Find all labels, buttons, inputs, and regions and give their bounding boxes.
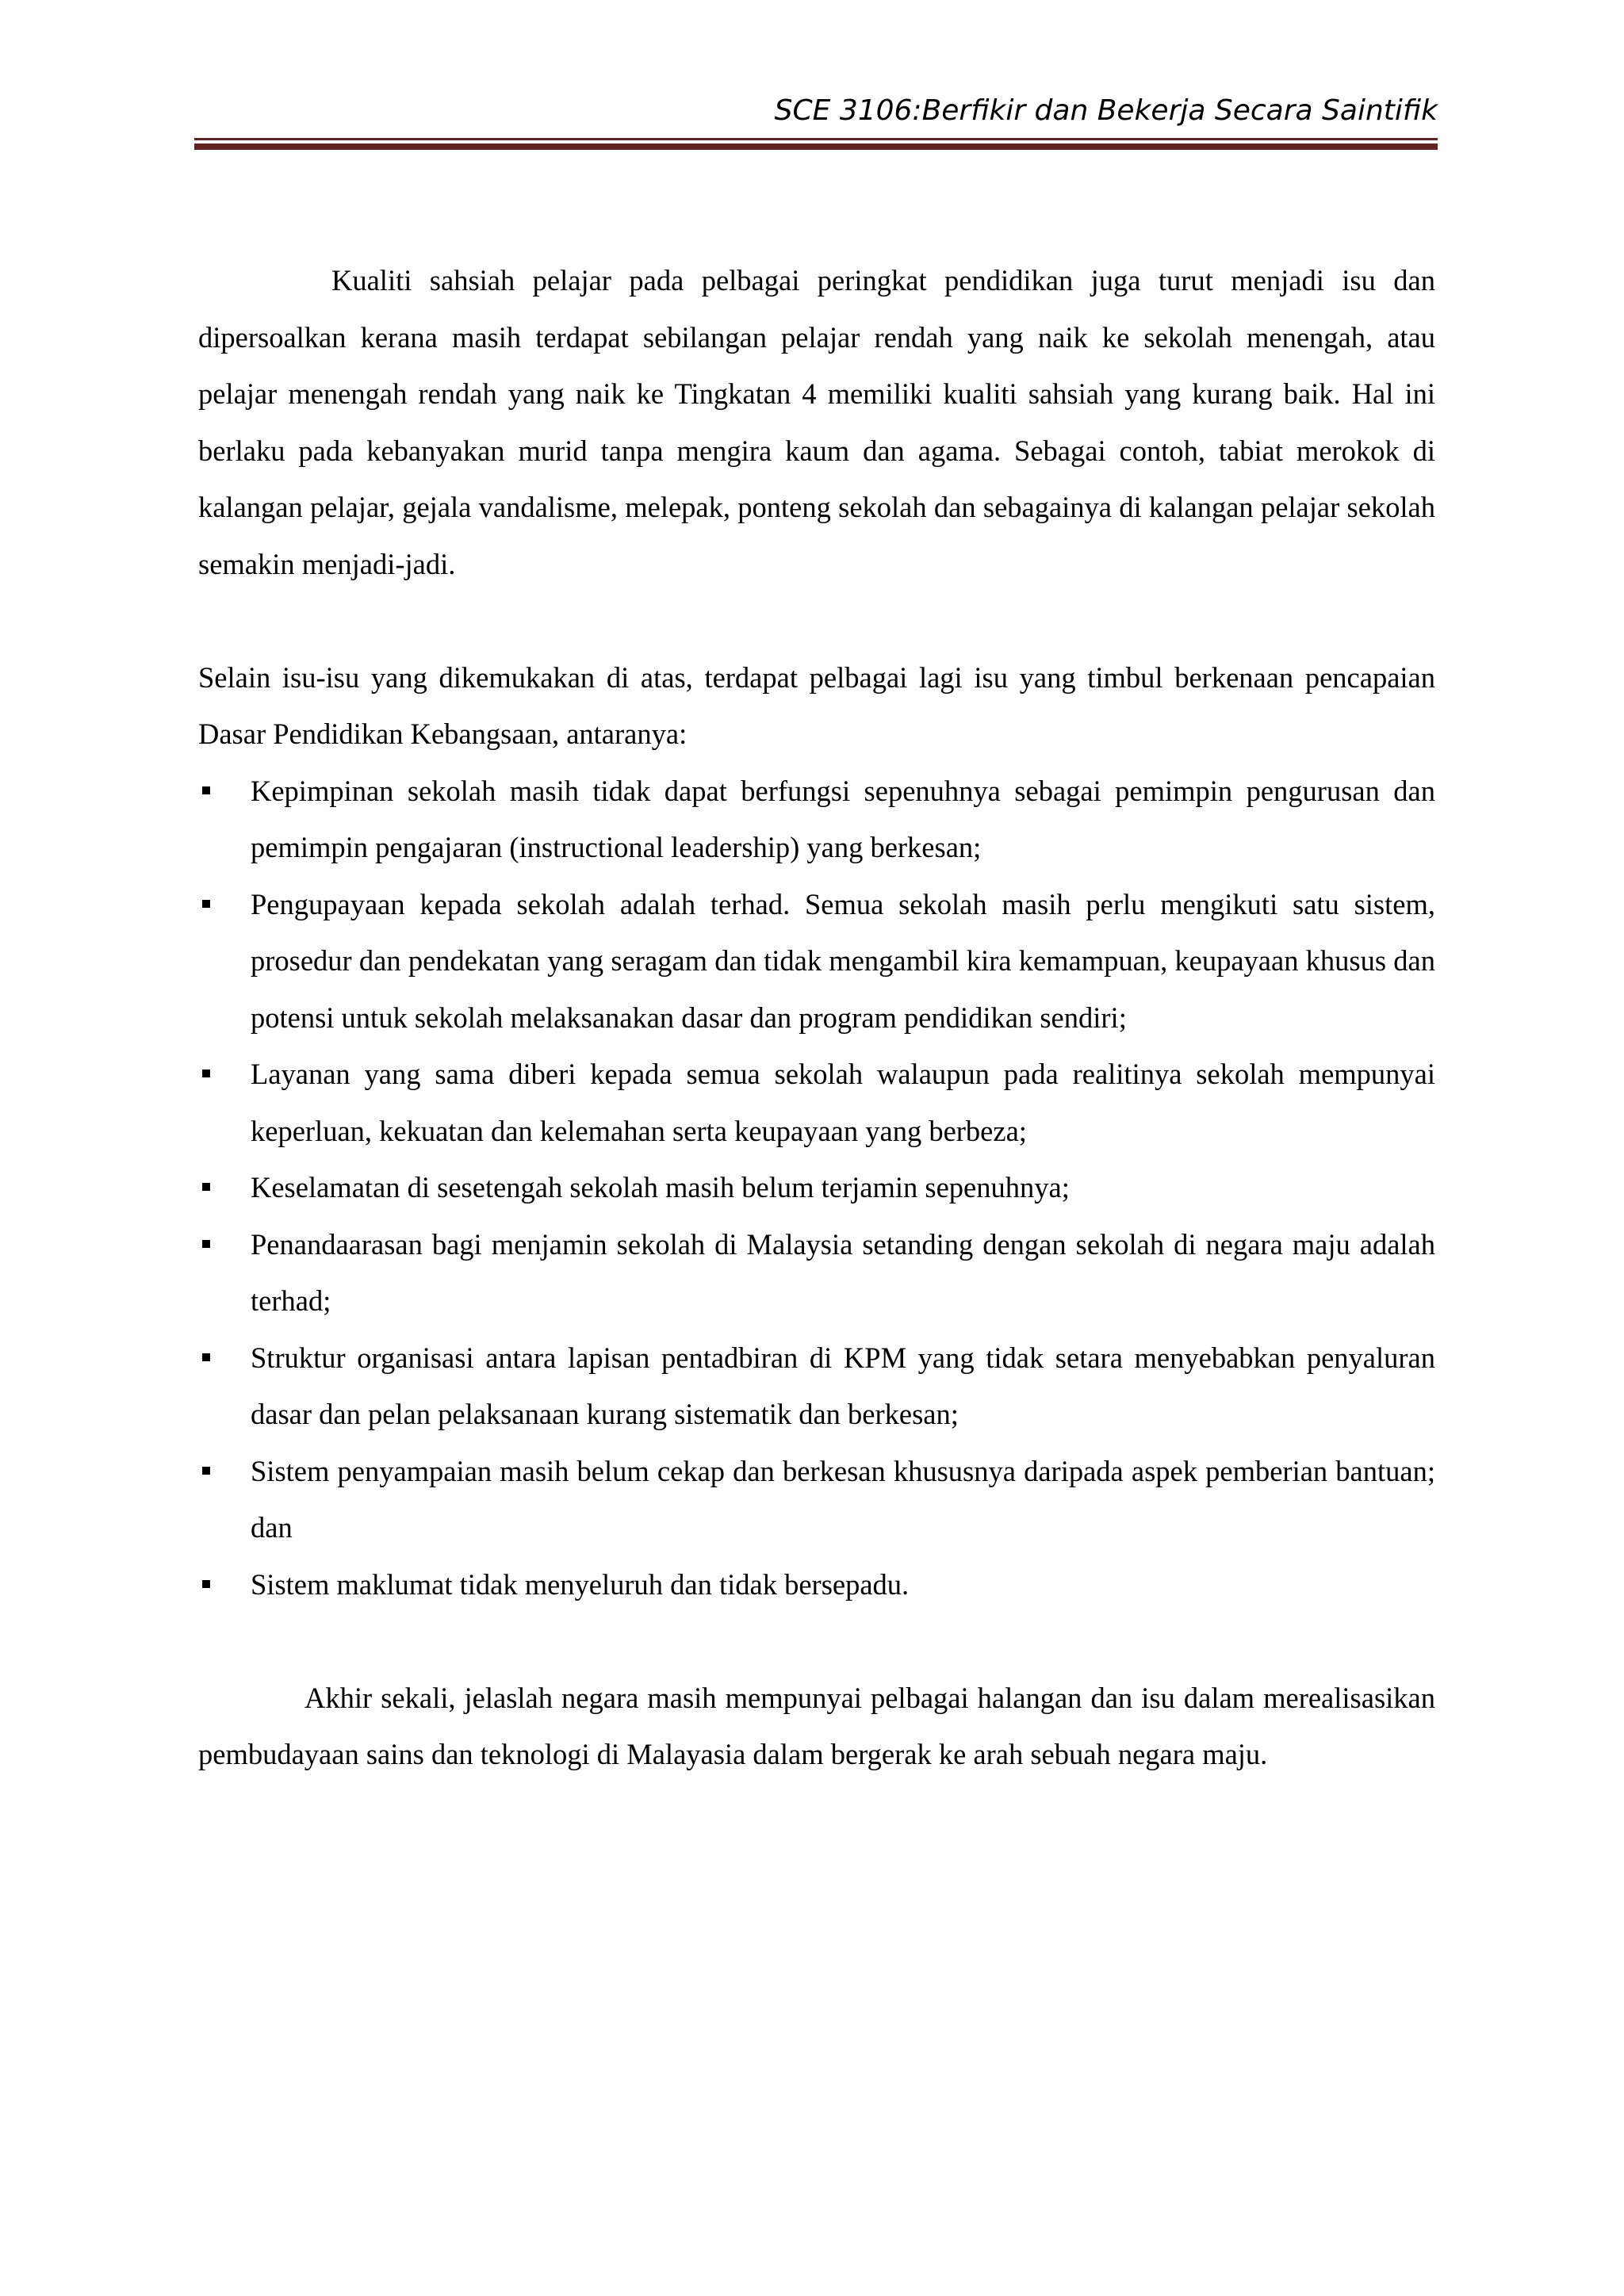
list-item	[198, 1216, 1435, 1330]
paragraph-conclusion: Akhir sekali, jelaslah negara masih mempunyai pelbagai halangan dan isu dalam merealisasikan pembudayaan sains dan teknologi di Malayasia dalam bergerak ke arah sebuah negara maju.	[198, 1681, 1435, 1770]
header-rule-thin	[194, 138, 1438, 140]
list-item	[198, 763, 1435, 876]
header-rule-thick	[194, 144, 1438, 150]
square-bullet-icon	[202, 1070, 210, 1077]
document-body	[198, 252, 1435, 1783]
list-item-text: Struktur organisasi antara lapisan pentadbiran di KPM yang tidak setara menyebabkan penyaluran dasar dan pelan pelaksanaan kurang sistematik dan berkesan;	[251, 1341, 1435, 1430]
page-header	[194, 94, 1438, 157]
square-bullet-icon	[202, 900, 210, 908]
square-bullet-icon	[202, 1580, 210, 1588]
list-item-text: Penandaarasan bagi menjamin sekolah di Malaysia setanding dengan sekolah di negara maju adalah terhad;	[251, 1227, 1435, 1317]
square-bullet-icon	[202, 786, 210, 794]
issues-bullet-list	[198, 763, 1435, 1613]
square-bullet-icon	[202, 1240, 210, 1248]
list-item-text: Pengupayaan kepada sekolah adalah terhad. Semua sekolah masih perlu mengikuti satu sistem, prosedur dan pendekatan yang seragam dan tidak mengambil kira kemampuan, keupayaan khusus dan potensi untuk sekolah melaksanakan dasar dan program pendidikan sendiri;	[251, 887, 1435, 1034]
square-bullet-icon	[202, 1467, 210, 1475]
list-item-text: Layanan yang sama diberi kepada semua sekolah walaupun pada realitinya sekolah mempunyai keperluan, kekuatan dan kelemahan serta keupayaan yang berbeza;	[251, 1058, 1435, 1147]
list-item	[198, 1330, 1435, 1443]
list-item-text: Kepimpinan sekolah masih tidak dapat berfungsi sepenuhnya sebagai pemimpin pengurusan dan pemimpin pengajaran (instructional leadership) yang berkesan;	[251, 774, 1435, 863]
paragraph-personality-quality: Kualiti sahsiah pelajar pada pelbagai peringkat pendidikan juga turut menjadi isu dan dipersoalkan kerana masih terdapat sebilangan pelajar rendah yang naik ke sekolah menengah, atau pelajar menengah rendah yang naik ke Tingkatan 4 memiliki kualiti sahsiah yang kurang baik. Hal ini berlaku pada kebanyakan murid tanpa mengira kaum dan agama. Sebagai contoh, tabiat merokok di kalangan pelajar, gejala vandalisme, melepak, ponteng sekolah dan sebagainya di kalangan pelajar sekolah semakin menjadi-jadi.	[198, 264, 1435, 580]
list-item-text: Sistem maklumat tidak menyeluruh dan tidak bersepadu.	[251, 1567, 910, 1601]
square-bullet-icon	[202, 1353, 210, 1361]
list-item	[198, 876, 1435, 1047]
list-item	[198, 1556, 1435, 1613]
list-item-text: Keselamatan di sesetengah sekolah masih belum terjamin sepenuhnya;	[251, 1171, 1070, 1203]
list-item-text: Sistem penyampaian masih belum cekap dan berkesan khususnya daripada aspek pemberian bantuan; dan	[251, 1454, 1435, 1544]
list-item	[198, 1443, 1435, 1556]
paragraph-other-issues-intro: Selain isu-isu yang dikemukakan di atas, terdapat pelbagai lagi isu yang timbul berkenaan pencapaian Dasar Pendidikan Kebangsaan, antaranya:	[198, 660, 1435, 750]
list-item	[198, 1159, 1435, 1216]
square-bullet-icon	[202, 1183, 210, 1191]
header-title: SCE 3106:Berfikir dan Bekerja Secara Saintifik	[774, 94, 1438, 127]
list-item	[198, 1046, 1435, 1159]
